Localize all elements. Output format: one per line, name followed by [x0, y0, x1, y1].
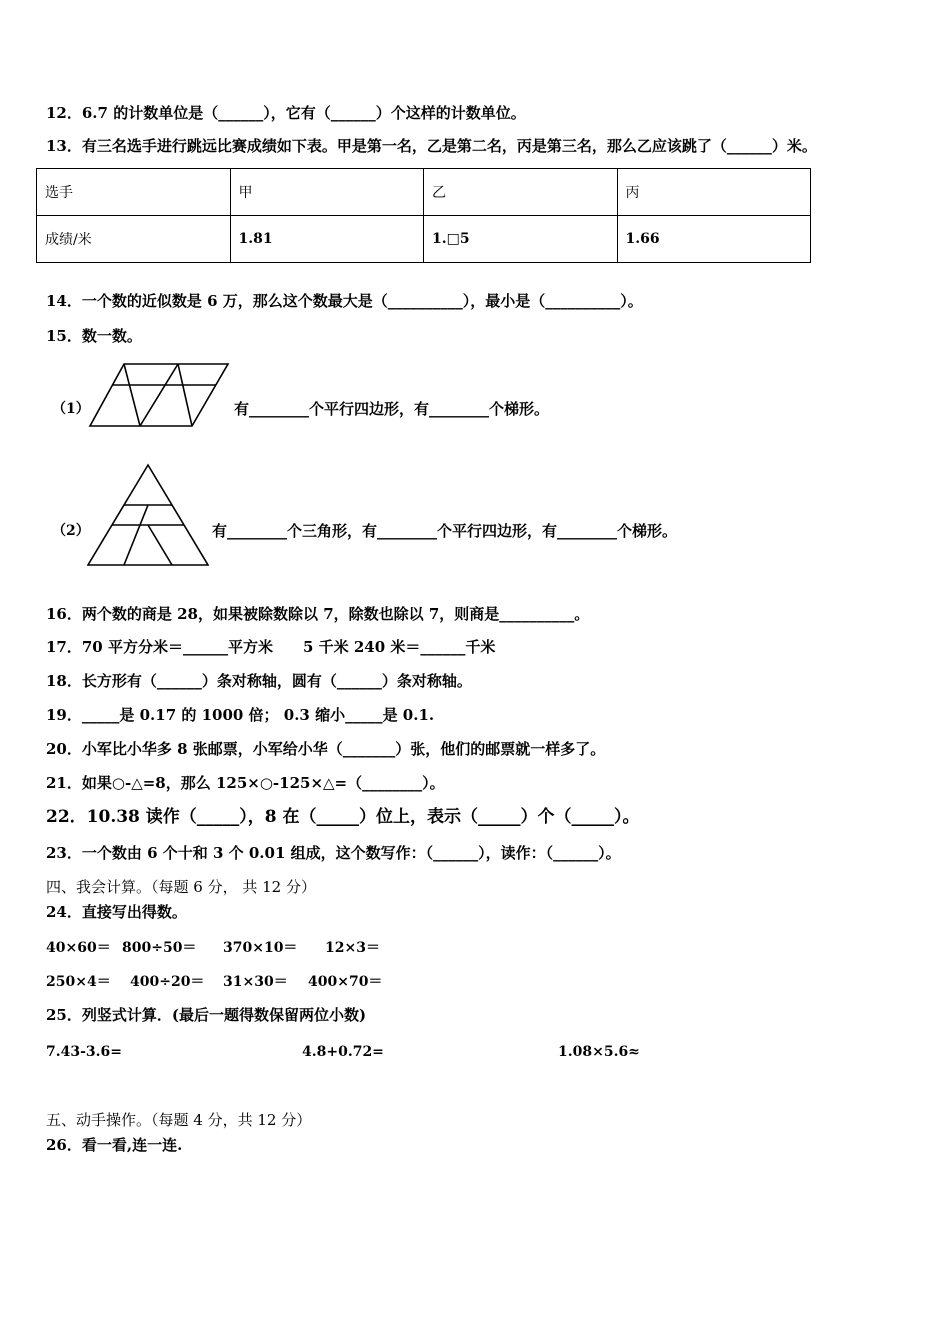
table-cell: 选手 — [37, 169, 231, 216]
table-row — [37, 216, 811, 263]
table-cell: 乙 — [424, 169, 618, 216]
question-17: 17．70 平方分米＝______平方米 5 千米 240 米＝______千米 — [46, 638, 496, 656]
question-26: 26．看一看,连一连. — [46, 1136, 183, 1154]
figure-2-label: （2） — [52, 523, 90, 539]
table-cell: 成绩/米 — [37, 216, 231, 263]
question-24: 24．直接写出得数。 — [46, 903, 187, 921]
calc-item: 31×30＝ — [223, 974, 288, 990]
calc-item: 370×10＝ — [223, 940, 298, 956]
figure-1-label: （1） — [52, 401, 90, 417]
vertical-calc-item: 1.08×5.6≈ — [558, 1044, 640, 1060]
question-21: 21．如果○-△=8，那么 125×○-125×△=（________）。 — [46, 774, 445, 792]
section-5-heading: 五、动手操作。（每题 4 分，共 12 分） — [46, 1111, 312, 1129]
table-cell: 1.□5 — [424, 216, 618, 263]
section-4-heading: 四、我会计算。（每题 6 分， 共 12 分） — [46, 878, 316, 896]
score-table — [36, 168, 811, 263]
calc-item: 40×60＝ — [46, 940, 111, 956]
question-14: 14．一个数的近似数是 6 万，那么这个数最大是（__________），最小是（__________）。 — [46, 292, 643, 310]
table-cell: 甲 — [230, 169, 424, 216]
figure-2-question: 有________个三角形，有________个平行四边形，有________个梯形。 — [212, 522, 678, 540]
table-cell: 1.81 — [230, 216, 424, 263]
calc-item: 250×4＝ — [46, 974, 111, 990]
question-20: 20．小军比小华多 8 张邮票，小军给小华（_______）张，他们的邮票就一样多了。 — [46, 740, 606, 758]
calc-item: 400×70＝ — [308, 974, 383, 990]
question-23: 23．一个数由 6 个十和 3 个 0.01 组成，这个数写作：（______），读作：（______）。 — [46, 844, 621, 862]
parallelogram-figure — [88, 362, 230, 428]
question-16: 16．两个数的商是 28，如果被除数除以 7，除数也除以 7，则商是__________。 — [46, 605, 590, 623]
table-cell: 1.66 — [617, 216, 811, 263]
question-13: 13．有三名选手进行跳远比赛成绩如下表。甲是第一名，乙是第二名，丙是第三名，那么乙应该跳了（______）米。 — [46, 137, 817, 155]
calc-item: 800÷50＝ — [122, 940, 197, 956]
calc-item: 12×3＝ — [325, 940, 380, 956]
question-12: 12．6.7 的计数单位是（______），它有（______）个这样的计数单位。 — [46, 104, 526, 122]
question-22: 22．10.38 读作（_____），8 在（_____）位上，表示（_____）个（_____）。 — [46, 807, 640, 827]
calc-item: 400÷20＝ — [130, 974, 205, 990]
question-15: 15．数一数。 — [46, 327, 142, 345]
question-19: 19．_____是 0.17 的 1000 倍； 0.3 缩小_____是 0.1. — [46, 706, 435, 724]
triangle-figure — [86, 463, 210, 567]
figure-1-question: 有________个平行四边形，有________个梯形。 — [234, 400, 550, 418]
vertical-calc-item: 4.8+0.72= — [302, 1044, 384, 1060]
question-25: 25．列竖式计算．(最后一题得数保留两位小数) — [46, 1006, 367, 1024]
vertical-calc-item: 7.43-3.6= — [46, 1044, 122, 1060]
table-cell: 丙 — [617, 169, 811, 216]
question-18: 18．长方形有（______）条对称轴，圆有（______）条对称轴。 — [46, 672, 472, 690]
table-row — [37, 169, 811, 216]
